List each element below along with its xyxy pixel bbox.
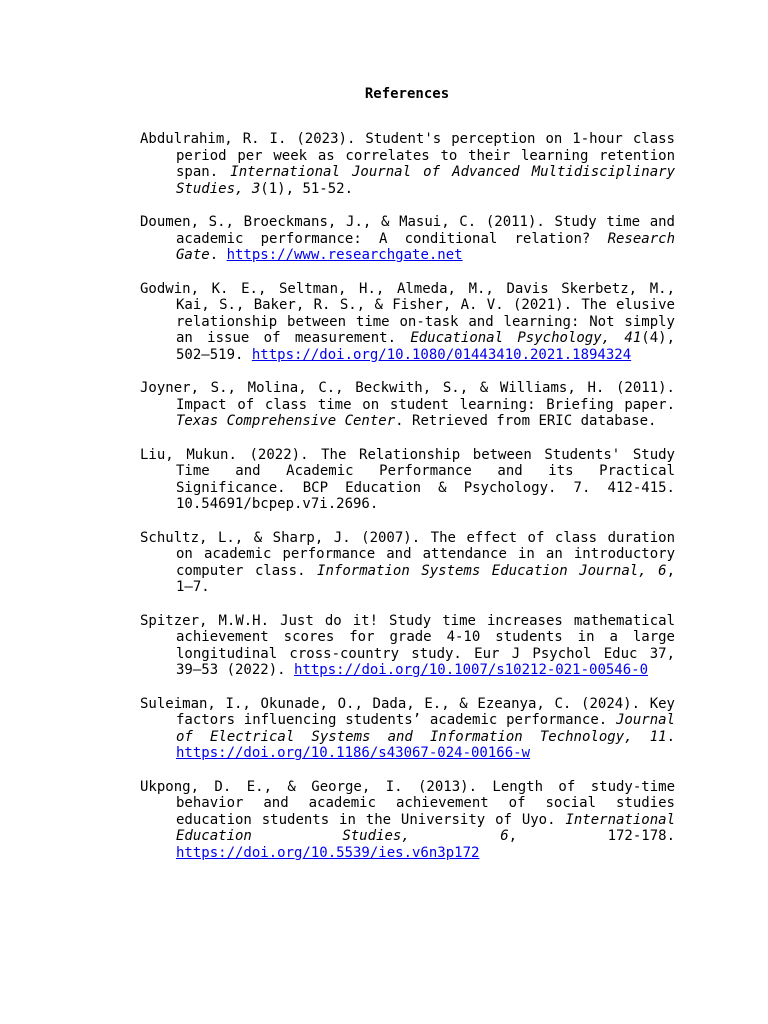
reference-text: . Retrieved from ERIC database.	[395, 413, 657, 429]
reference-text: .	[666, 728, 675, 745]
reference-journal: Research Gate	[176, 230, 675, 263]
reference-text: Abdulrahim, R. I. (2023). Student's perception on 1-hour class period per week as correlates to their learning retention span.	[140, 131, 675, 180]
reference-link[interactable]: https://doi.org/10.1007/s10212-021-00546-0	[294, 662, 649, 678]
reference-text: Spitzer, M.W.H. Just do it! Study time increases mathematical achievement scores for grade 4-10 students in a large longitudinal cross-country study. Eur J Psychol Educ 37, 39–53 (2022).	[140, 612, 675, 678]
reference-text: , 1–7.	[176, 562, 675, 595]
reference-text: Godwin, K. E., Seltman, H., Almeda, M., Davis Skerbetz, M., Kai, S., Baker, R. S., & Fisher, A. V. (2021). The elusive relationship between time on-task and learning: Not simply an issue of measurement.	[140, 280, 675, 346]
reference-link[interactable]: https://doi.org/10.1186/s43067-024-00166-w	[176, 745, 531, 761]
reference-journal: Educational Psychology, 41	[410, 330, 642, 346]
reference-entry	[140, 131, 675, 197]
reference-journal: Information Systems Education Journal, 6	[317, 562, 667, 579]
reference-entry	[140, 613, 675, 679]
reference-link[interactable]: https://www.researchgate.net	[226, 247, 463, 263]
reference-entry	[140, 696, 675, 762]
reference-entry	[140, 214, 675, 264]
reference-text: Schultz, L., & Sharp, J. (2007). The effect of class duration on academic performance and attendance in an introductory computer class.	[140, 529, 675, 579]
reference-journal: International Journal of Advanced Multidisciplinary Studies, 3	[176, 164, 675, 197]
reference-text: Liu, Mukun. (2022). The Relationship between Students' Study Time and Academic Performance and its Practical Significance. BCP Education & Psychology. 7. 412-415. 10.54691/bcpep.v7i.2696.	[140, 446, 675, 512]
reference-text: (1), 51-52.	[260, 180, 354, 197]
reference-journal: Texas Comprehensive Center	[176, 413, 396, 429]
reference-link[interactable]: https://doi.org/10.1080/01443410.2021.1894324	[251, 346, 632, 363]
reference-text: (4), 502–519.	[176, 330, 675, 363]
reference-text: .	[209, 247, 227, 263]
reference-text: Suleiman, I., Okunade, O., Dada, E., & Ezeanya, C. (2024). Key factors influencing students’ academic performance.	[140, 695, 675, 728]
page-title: References	[364, 86, 450, 102]
reference-entry	[140, 380, 675, 430]
reference-text: , 172-178.	[508, 828, 676, 844]
reference-entry	[140, 447, 675, 513]
reference-journal: International Education Studies, 6	[176, 811, 675, 844]
reference-entry	[140, 530, 675, 596]
reference-text: Joyner, S., Molina, C., Beckwith, S., & Williams, H. (2011). Impact of class time on student learning: Briefing paper.	[140, 380, 675, 413]
reference-entry	[140, 779, 675, 862]
reference-entry	[140, 281, 675, 364]
reference-journal: Journal of Electrical Systems and Information Technology, 11	[176, 712, 675, 745]
reference-text: Doumen, S., Broeckmans, J., & Masui, C. (2011). Study time and academic performance: A conditional relation?	[140, 214, 675, 247]
reference-text: Ukpong, D. E., & George, I. (2013). Length of study-time behavior and academic achievement of social studies education students in the University of Uyo.	[140, 778, 675, 828]
reference-list	[140, 131, 675, 878]
reference-link[interactable]: https://doi.org/10.5539/ies.v6n3p172	[176, 844, 480, 861]
